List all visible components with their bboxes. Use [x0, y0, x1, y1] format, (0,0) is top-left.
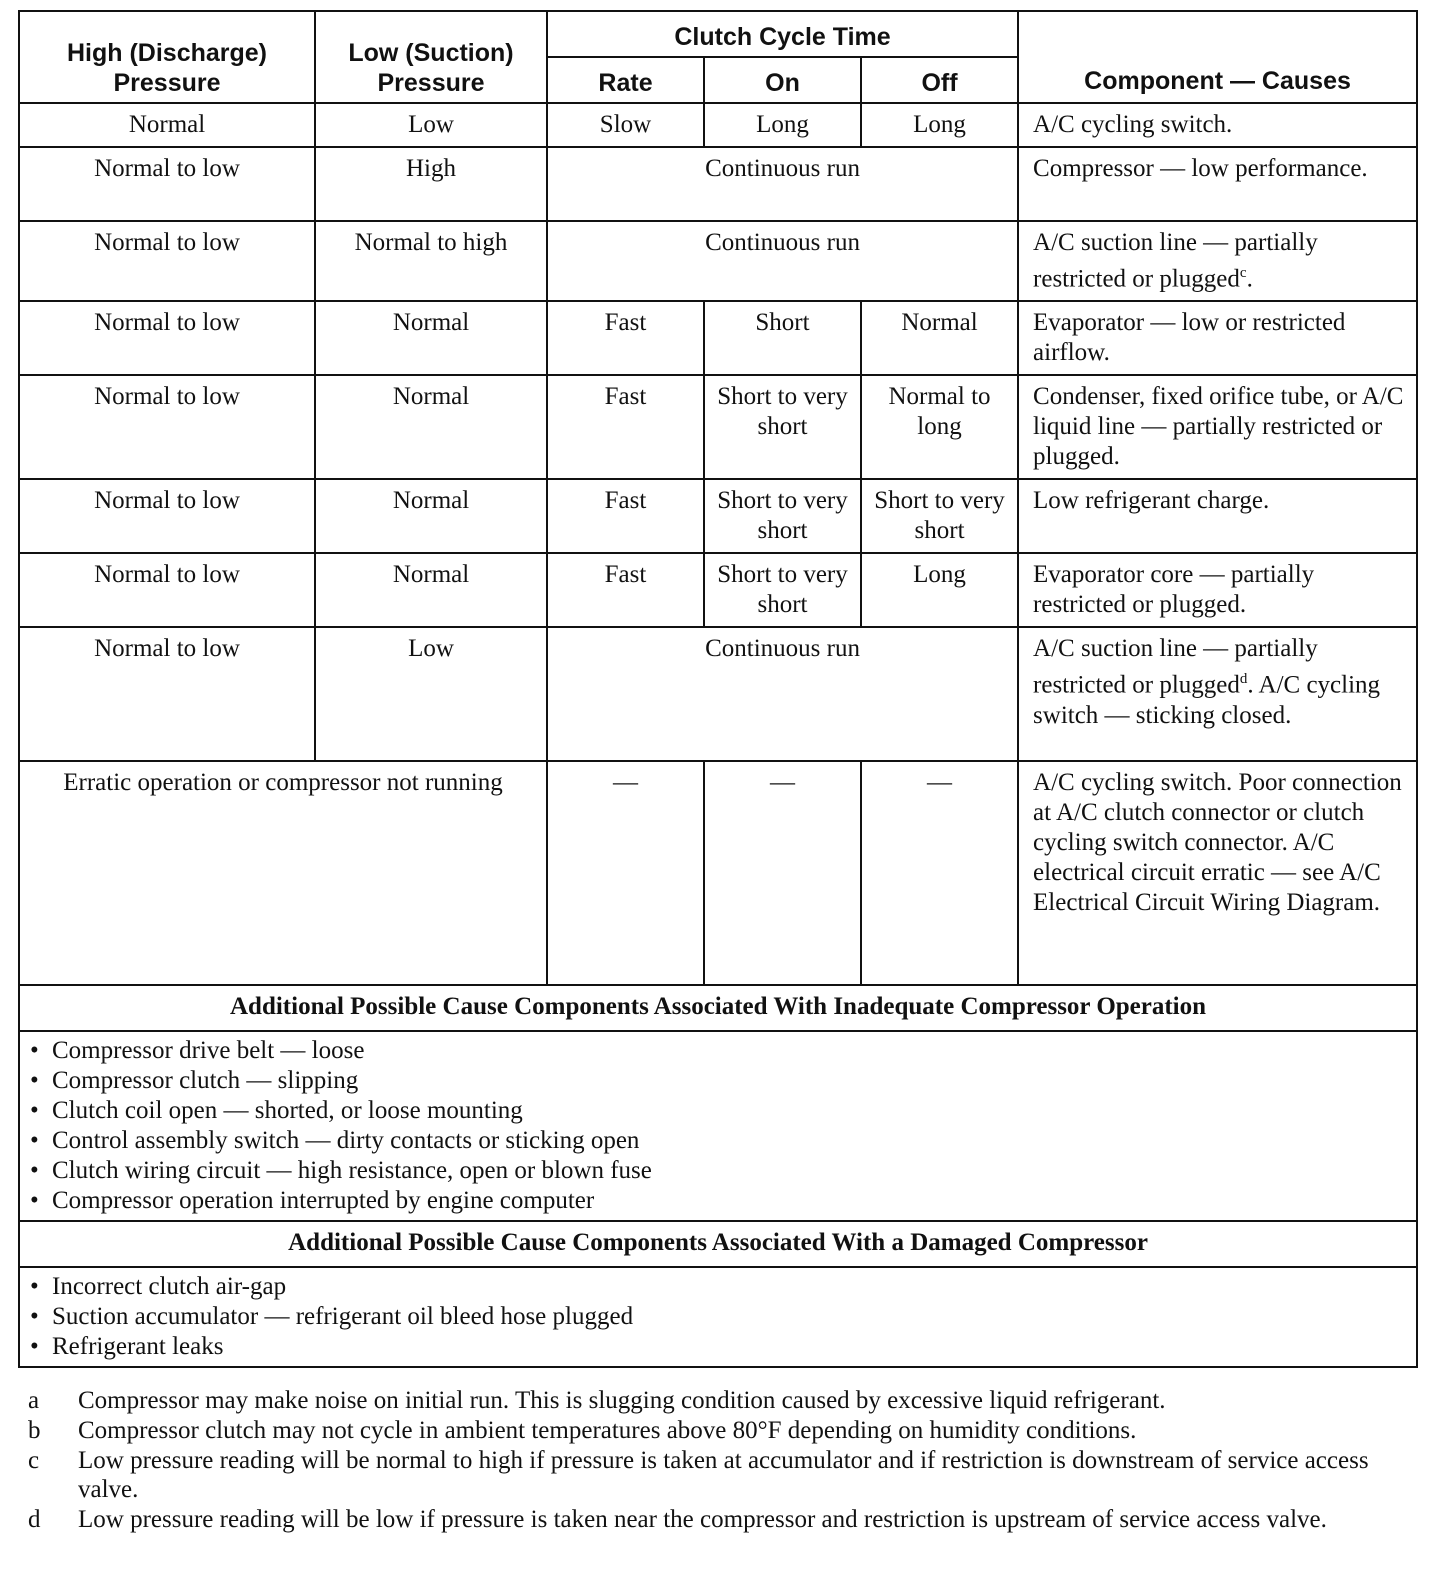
- table-row: [19, 627, 1417, 761]
- footnote: [18, 1505, 1416, 1534]
- on-cell: —: [704, 761, 861, 985]
- footnote: [18, 1416, 1416, 1445]
- section-list-row: [19, 1267, 1417, 1367]
- high-pressure-cell: Normal to low: [19, 553, 315, 627]
- rate-cell: Slow: [547, 103, 704, 147]
- section-header-row: [19, 1221, 1417, 1267]
- cause-text: A/C suction line — partially restricted or plugged: [1033, 635, 1318, 699]
- cause-text-end: .: [1246, 265, 1253, 293]
- list-item: • Clutch wiring circuit — high resistance, open or blown fuse: [26, 1156, 1408, 1186]
- footnote: [18, 1386, 1416, 1415]
- table-row: [19, 761, 1417, 985]
- cause-text: A/C suction line — partially restricted or plugged: [1033, 229, 1318, 293]
- low-pressure-cell: Normal: [315, 375, 547, 479]
- off-cell: Long: [861, 103, 1018, 147]
- footnote-text: Compressor may make noise on initial run. This is slugging condition caused by excessive liquid refrigerant.: [78, 1387, 1166, 1415]
- high-pressure-cell: Normal to low: [19, 147, 315, 221]
- off-cell: —: [861, 761, 1018, 985]
- rate-cell: Fast: [547, 301, 704, 375]
- header-component-causes: Component — Causes: [1018, 11, 1417, 103]
- table-row: [19, 301, 1417, 375]
- clutch-cycle-cell: Continuous run: [547, 627, 1018, 761]
- header-clutch-cycle-time: Clutch Cycle Time: [547, 11, 1018, 57]
- footnote-text: Low pressure reading will be low if pressure is taken near the compressor and restriction is upstream of service access valve.: [78, 1506, 1327, 1534]
- off-cell: Normal to long: [861, 375, 1018, 479]
- pressure-cell: Erratic operation or compressor not running: [19, 761, 547, 985]
- section-title-inadequate-operation: Additional Possible Cause Components Associated With Inadequate Compressor Operation: [19, 985, 1417, 1031]
- footnote-letter: b: [28, 1417, 41, 1445]
- rate-cell: —: [547, 761, 704, 985]
- section-list-inadequate-operation: [19, 1031, 1417, 1221]
- header-rate: Rate: [547, 57, 704, 103]
- cause-cell: A/C cycling switch.: [1018, 103, 1417, 147]
- list-item: • Compressor clutch — slipping: [26, 1066, 1408, 1096]
- cause-cell: Compressor — low performance.: [1018, 147, 1417, 221]
- cause-cell: Evaporator core — partially restricted or plugged.: [1018, 553, 1417, 627]
- list-item: • Clutch coil open — shorted, or loose mounting: [26, 1096, 1408, 1126]
- footnotes: [18, 1386, 1416, 1534]
- cause-cell: A/C cycling switch. Poor connection at A/C clutch connector or clutch cycling switch connector. A/C electrical circuit erratic — see A/C Electrical Circuit Wiring Diagram.: [1018, 761, 1417, 985]
- low-pressure-cell: Normal: [315, 553, 547, 627]
- high-pressure-cell: Normal to low: [19, 221, 315, 301]
- low-pressure-cell: Normal to high: [315, 221, 547, 301]
- footnote: [18, 1446, 1416, 1504]
- list-item: • Refrigerant leaks: [26, 1332, 1408, 1362]
- section-list-row: [19, 1031, 1417, 1221]
- cause-cell: Evaporator — low or restricted airflow.: [1018, 301, 1417, 375]
- header-on: On: [704, 57, 861, 103]
- list-item: • Suction accumulator — refrigerant oil bleed hose plugged: [26, 1302, 1408, 1332]
- table-row: [19, 553, 1417, 627]
- table-row: [19, 375, 1417, 479]
- header-low-pressure: Low (Suction) Pressure: [315, 11, 547, 103]
- on-cell: Short to very short: [704, 375, 861, 479]
- footnote-letter: c: [28, 1447, 40, 1475]
- low-pressure-cell: High: [315, 147, 547, 221]
- on-cell: Long: [704, 103, 861, 147]
- section-title-damaged-compressor: Additional Possible Cause Components Associated With a Damaged Compressor: [19, 1221, 1417, 1267]
- high-pressure-cell: Normal to low: [19, 479, 315, 553]
- diagnosis-table: [18, 10, 1418, 1368]
- header-row: [19, 11, 1417, 57]
- list-item: • Incorrect clutch air-gap: [26, 1272, 1408, 1302]
- low-pressure-cell: Normal: [315, 301, 547, 375]
- section-list-damaged-compressor: [19, 1267, 1417, 1367]
- low-pressure-cell: Low: [315, 103, 547, 147]
- high-pressure-cell: Normal: [19, 103, 315, 147]
- high-pressure-cell: Normal to low: [19, 301, 315, 375]
- header-high-pressure: High (Discharge) Pressure: [19, 11, 315, 103]
- high-pressure-cell: Normal to low: [19, 627, 315, 761]
- cause-text-end: . A/C cycling switch — sticking closed.: [1033, 671, 1381, 729]
- rate-cell: Fast: [547, 553, 704, 627]
- section-header-row: [19, 985, 1417, 1031]
- high-pressure-cell: Normal to low: [19, 375, 315, 479]
- rate-cell: Fast: [547, 375, 704, 479]
- page: [18, 10, 1416, 1535]
- cause-cell: [1018, 627, 1417, 761]
- off-cell: Short to very short: [861, 479, 1018, 553]
- footnote-letter: d: [28, 1506, 41, 1534]
- list-item: • Compressor drive belt — loose: [26, 1036, 1408, 1066]
- footnote-ref: c: [1239, 265, 1247, 281]
- on-cell: Short to very short: [704, 479, 861, 553]
- low-pressure-cell: Normal: [315, 479, 547, 553]
- footnote-ref: d: [1239, 671, 1248, 688]
- on-cell: Short to very short: [704, 553, 861, 627]
- rate-cell: Fast: [547, 479, 704, 553]
- header-off: Off: [861, 57, 1018, 103]
- off-cell: Long: [861, 553, 1018, 627]
- table-row: [19, 103, 1417, 147]
- list-item: • Compressor operation interrupted by engine computer: [26, 1186, 1408, 1216]
- footnote-letter: a: [28, 1387, 40, 1415]
- list-item: • Control assembly switch — dirty contacts or sticking open: [26, 1126, 1408, 1156]
- table-row: [19, 221, 1417, 301]
- footnote-text: Low pressure reading will be normal to high if pressure is taken at accumulator and if restriction is downstream of service access valve.: [78, 1447, 1369, 1504]
- clutch-cycle-cell: Continuous run: [547, 221, 1018, 301]
- on-cell: Short: [704, 301, 861, 375]
- off-cell: Normal: [861, 301, 1018, 375]
- table-row: [19, 479, 1417, 553]
- cause-cell: Condenser, fixed orifice tube, or A/C liquid line — partially restricted or plugged.: [1018, 375, 1417, 479]
- footnote-text: Compressor clutch may not cycle in ambient temperatures above 80°F depending on humidity conditions.: [78, 1417, 1137, 1445]
- table-row: [19, 147, 1417, 221]
- low-pressure-cell: Low: [315, 627, 547, 761]
- cause-cell: [1018, 221, 1417, 301]
- clutch-cycle-cell: Continuous run: [547, 147, 1018, 221]
- cause-cell: Low refrigerant charge.: [1018, 479, 1417, 553]
